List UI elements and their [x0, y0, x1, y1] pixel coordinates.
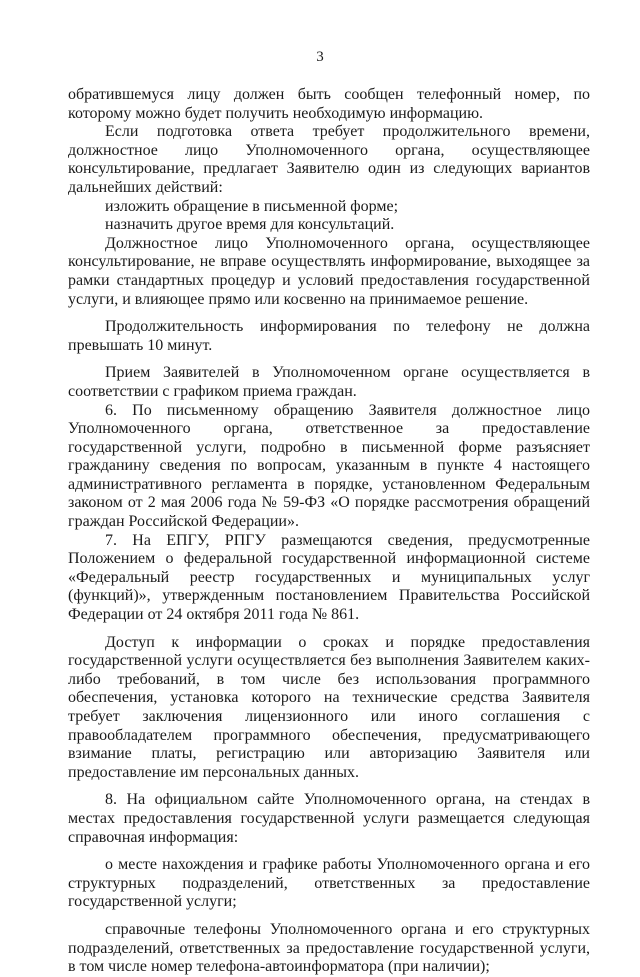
- paragraph: Прием Заявителей в Уполномоченном органе осуществляется в соответствии с графиком приема граждан.: [68, 364, 590, 400]
- paragraph: 8. На официальном сайте Уполномоченного органа, на стендах в местах предоставления государственной услуги размещается следующая справочная информация:: [68, 791, 590, 846]
- paragraph: Доступ к информации о сроках и порядке предоставления государственной услуги осуществляется без выполнения Заявителем каких-либо требований, в том числе без использования программного обеспечения, установка которого на технические средства Заявителя требует заключения лицензионного или иного соглашения с правообладателем программного обеспечения, предусматривающего взимание платы, регистрацию или авторизацию Заявителя или предоставление им персональных данных.: [68, 633, 590, 781]
- paragraph: справочные телефоны Уполномоченного органа и его структурных подразделений, ответственных за предоставление государственной услуги, в том числе номер телефона-автоинформатора (при наличии);: [68, 920, 590, 976]
- paragraph: 7. На ЕПГУ, РПГУ размещаются сведения, предусмотренные Положением о федеральной государственной информационной системе «Федеральный реестр государственных и муниципальных услуг (функций)», утвержденным постановлением Правительства Российской Федерации от 24 октября 2011 года № 861.: [68, 531, 590, 624]
- paragraph: 6. По письменному обращению Заявителя должностное лицо Уполномоченного органа, ответственное за предоставление государственной услуги, подробно в письменной форме разъясняет гражданину сведения по вопросам, указанным в пункте 4 настоящего административного регламента в порядке, установленном Федеральным законом от 2 мая 2006 года № 59-ФЗ «О порядке рассмотрения обращений граждан Российской Федерации».: [68, 401, 590, 531]
- paragraph: Должностное лицо Уполномоченного органа, осуществляющее консультирование, не вправе осуществлять информирование, выходящее за рамки стандартных процедур и условий предоставления государственной услуги, и влияющее прямо или косвенно на принимаемое решение.: [68, 234, 590, 308]
- paragraph: назначить другое время для консультаций.: [105, 216, 395, 234]
- paragraph: обратившемуся лицу должен быть сообщен телефонный номер, по которому можно будет получить необходимую информацию.: [68, 86, 590, 122]
- paragraph: о месте нахождения и графике работы Уполномоченного органа и его структурных подразделений, ответственных за предоставление государственной услуги;: [68, 856, 590, 911]
- page-number: 3: [316, 49, 324, 65]
- paragraph: изложить обращение в письменной форме;: [105, 197, 399, 215]
- paragraph: Продолжительность информирования по телефону не должна превышать 10 минут.: [68, 318, 590, 354]
- document-body: [68, 86, 590, 977]
- paragraph: Если подготовка ответа требует продолжительного времени, должностное лицо Уполномоченного органа, осуществляющее консультирование, предлагает Заявителю один из следующих вариантов дальнейших действий:: [68, 123, 590, 196]
